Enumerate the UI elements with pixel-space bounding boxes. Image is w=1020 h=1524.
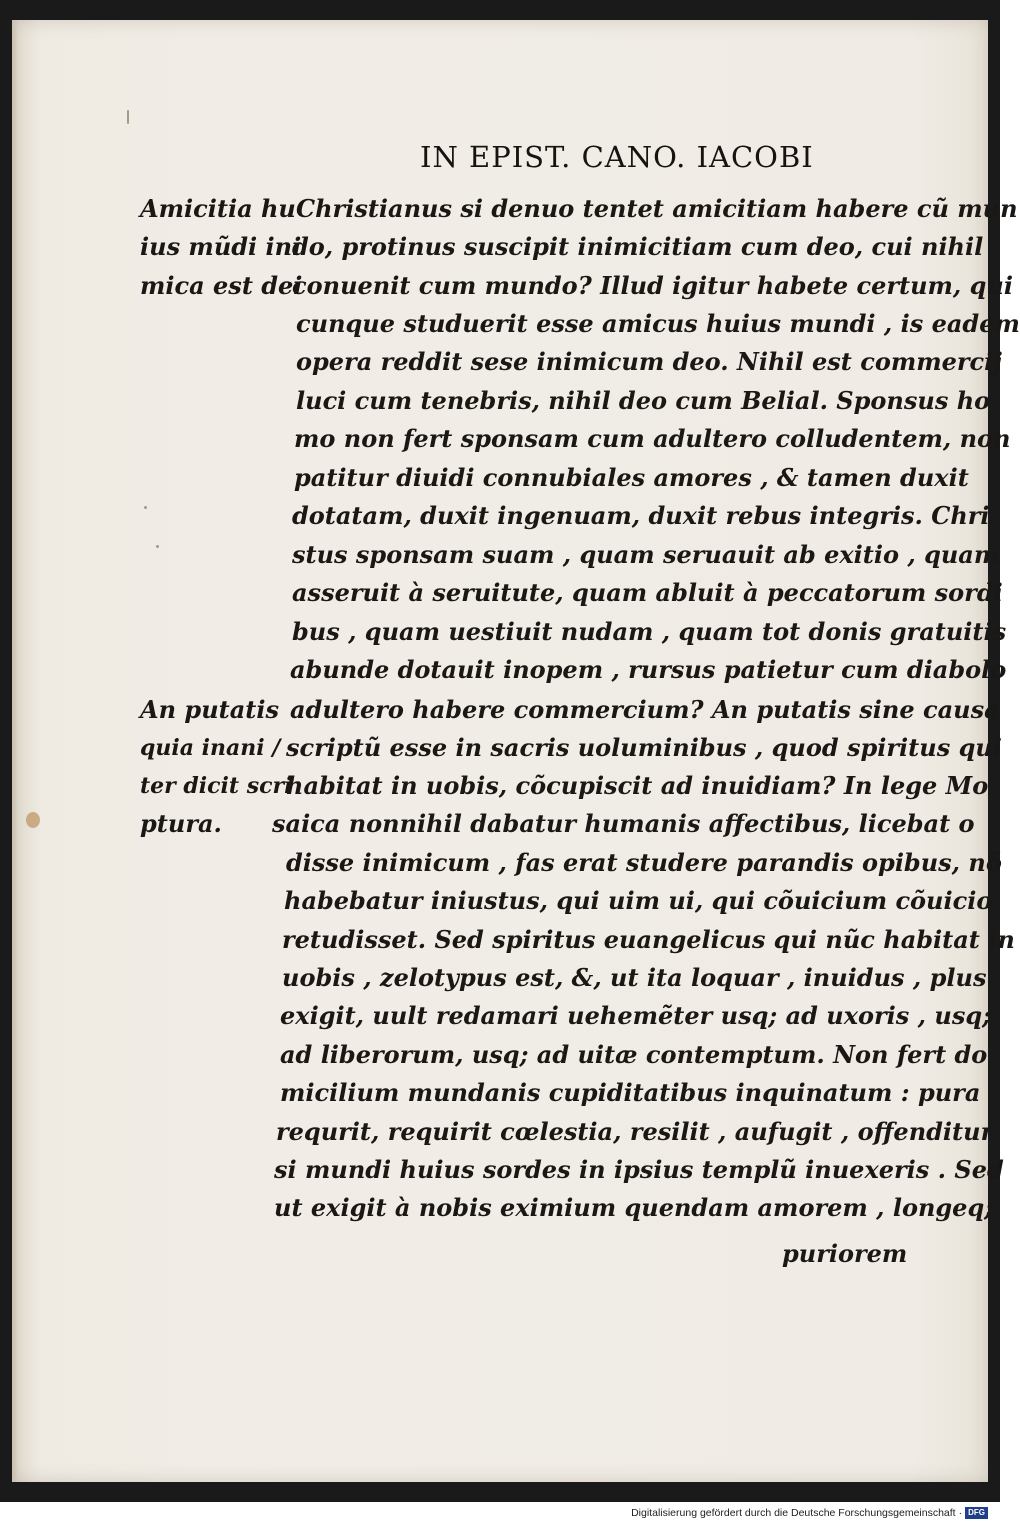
- text-line: exigit, uult redamari uehemẽter usq; ad uxoris , usq;: [280, 1001, 991, 1030]
- text-line: cunque studuerit esse amicus huius mundi , is eadem: [296, 309, 1020, 338]
- text-line: ut exigit à nobis eximium quendam amorem , longeq;: [274, 1193, 994, 1222]
- text-line: abunde dotauit inopem , rursus patietur cum diabolo: [290, 655, 1007, 684]
- text-line: disse inimicum , fas erat studere parandis opibus, nõ: [286, 848, 1002, 877]
- side-note: An putatis: [140, 695, 280, 724]
- text-line: si mundi huius sordes in ipsius templũ inuexeris . Sed: [274, 1155, 1004, 1184]
- running-head: IN EPIST. CANO. IACOBI: [420, 140, 814, 174]
- side-note: quia inani /: [140, 735, 281, 761]
- side-note: ius mũdi ini: [140, 232, 302, 261]
- text-line: retudisset. Sed spiritus euangelicus qui nũc habitat in: [282, 925, 1015, 954]
- text-line: habitat in uobis, cõcupiscit ad inuidiam? In lege Mo: [286, 771, 989, 800]
- text-line: ad liberorum, usq; ad uitæ contemptum. Non fert do: [280, 1040, 988, 1069]
- text-line: adultero habere commercium? An putatis sine causa: [290, 695, 1000, 724]
- funding-footer-text: Digitalisierung gefördert durch die Deutsche Forschungsgemeinschaft: [631, 1507, 956, 1519]
- text-line: stus sponsam suam , quam seruauit ab exitio , quam: [292, 540, 1000, 569]
- text-line: habebatur iniustus, qui uim ui, qui cõuicium cõuicio: [284, 886, 993, 915]
- side-note: ter dicit scri: [140, 773, 293, 799]
- text-line: asseruit à seruitute, quam abluit à peccatorum sordi: [292, 578, 1003, 607]
- ink-speck: [26, 812, 40, 828]
- text-line: opera reddit sese inimicum deo. Nihil est commercij: [296, 347, 1002, 376]
- ink-speck: [127, 110, 129, 124]
- text-line: uobis , zelotypus est, &, ut ita loquar , inuidus , plus: [282, 963, 987, 992]
- side-note: ptura.: [140, 809, 222, 838]
- text-line: mo non fert sponsam cum adultero colludentem, non: [294, 424, 1011, 453]
- ink-speck: [144, 506, 147, 509]
- catchword: puriorem: [782, 1239, 908, 1268]
- text-line: micilium mundanis cupiditatibus inquinatum : pura: [280, 1078, 981, 1107]
- dfg-logo: DFG: [965, 1507, 988, 1519]
- text-line: requrit, requirit cœlestia, resilit , aufugit , offenditur: [276, 1117, 994, 1146]
- text-line: saica nonnihil dabatur humanis affectibus, licebat o: [272, 809, 975, 838]
- text-line: bus , quam uestiuit nudam , quam tot donis gratuitis: [292, 617, 1007, 646]
- text-line: dotatam, duxit ingenuam, duxit rebus integris. Chri: [292, 501, 990, 530]
- text-line: Christianus si denuo tentet amicitiam habere cũ mun: [296, 194, 1018, 223]
- side-note: mica est dei: [140, 271, 303, 300]
- text-line: luci cum tenebris, nihil deo cum Belial. Sponsus ho: [296, 386, 991, 415]
- ink-speck: [156, 545, 159, 548]
- text-line: conuenit cum mundo? Illud igitur habete certum, qui: [292, 271, 1013, 300]
- text-line: do, protinus suscipit inimicitiam cum deo, cui nihil: [292, 232, 984, 261]
- page-gutter-shadow: [12, 20, 18, 1482]
- text-line: scriptũ esse in sacris uoluminibus , quod spiritus qui: [286, 733, 1002, 762]
- text-line: patitur diuidi connubiales amores , & tamen duxit: [294, 463, 969, 492]
- side-note: Amicitia hu: [140, 194, 296, 223]
- funding-footer: Digitalisierung gefördert durch die Deutsche Forschungsgemeinschaft · DFG: [631, 1507, 988, 1519]
